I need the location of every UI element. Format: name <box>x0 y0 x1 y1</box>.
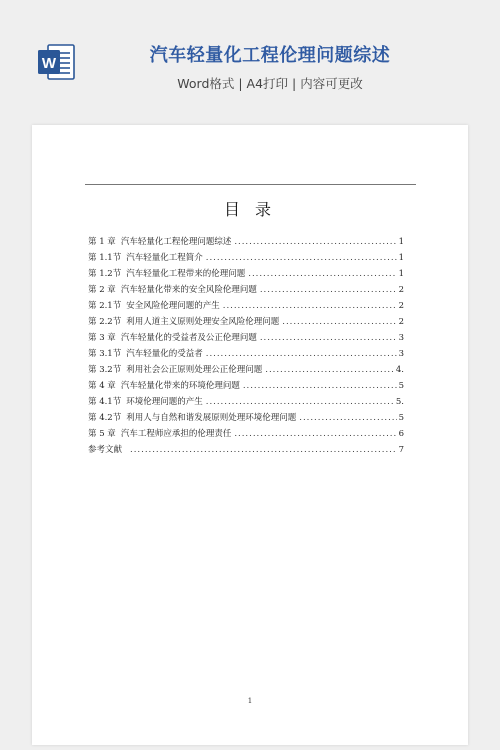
toc-entry-number: 第 3.1节 <box>88 349 122 359</box>
toc-entry-title: 环境伦理问题的产生 <box>126 397 203 407</box>
toc-leader-dots <box>223 301 397 311</box>
toc-leader-dots <box>299 413 396 423</box>
toc-entry-number: 第 3 章 <box>88 333 116 343</box>
toc-entry-title: 利用人与自然和谐发展原则处理环境伦理问题 <box>126 413 297 423</box>
toc-entry-title: 汽车工程师应承担的伦理责任 <box>120 429 232 439</box>
toc-entry <box>88 411 404 427</box>
toc-leader-dots <box>243 381 397 391</box>
toc-entry-title: 汽车轻量化带来的安全风险伦理问题 <box>120 285 257 295</box>
toc-entry-number: 第 1.2节 <box>88 269 122 279</box>
toc-leader-dots <box>260 285 397 295</box>
page-number: 1 <box>247 697 253 705</box>
toc-entry-number: 第 3.2节 <box>88 365 122 375</box>
toc-leader-dots <box>234 237 396 247</box>
page-title: 汽车轻量化工程伦理问题综述 <box>149 45 391 66</box>
toc-entry <box>88 379 404 395</box>
toc-entry <box>88 235 404 251</box>
toc-entry-page: 2 <box>398 301 404 311</box>
toc-entry <box>88 315 404 331</box>
toc-entry-page: 5 <box>398 413 404 423</box>
toc-entry-number: 第 1.1节 <box>88 253 122 263</box>
toc-entry <box>88 395 404 411</box>
toc-leader-dots <box>248 269 396 279</box>
toc-entry <box>88 347 404 363</box>
toc-entry-number: 第 4.2节 <box>88 413 122 423</box>
toc-entry-number: 第 2.1节 <box>88 301 122 311</box>
toc-entry <box>88 443 404 459</box>
toc-leader-dots <box>260 333 397 343</box>
toc-leader-dots <box>206 397 394 407</box>
toc-entry-title: 汽车轻量化工程伦理问题综述 <box>120 237 232 247</box>
toc-entry <box>88 251 404 267</box>
toc-entry-page: 6 <box>398 429 404 439</box>
table-of-contents <box>88 235 404 459</box>
toc-entry <box>88 363 404 379</box>
toc-entry <box>88 331 404 347</box>
toc-entry-number: 第 2 章 <box>88 285 116 295</box>
toc-entry <box>88 267 404 283</box>
toc-leader-dots <box>206 349 397 359</box>
toc-entry-page: 1 <box>398 237 404 247</box>
toc-entry-number: 第 4.1节 <box>88 397 122 407</box>
toc-entry-title: 利用人道主义原则处理安全风险伦理问题 <box>126 317 280 327</box>
header-rule <box>85 184 416 185</box>
toc-entry-page: 2 <box>398 317 404 327</box>
toc-entry-number: 第 5 章 <box>88 429 116 439</box>
toc-entry <box>88 299 404 315</box>
toc-entry-title: 汽车轻量化带来的环境伦理问题 <box>120 381 240 391</box>
toc-entry-page: 4. <box>395 365 404 375</box>
page-subtitle: Word格式 | A4打印 | 内容可更改 <box>177 76 363 91</box>
toc-leader-dots <box>206 253 397 263</box>
word-icon-letter: W <box>41 55 57 72</box>
toc-entry-page: 2 <box>398 285 404 295</box>
word-document-icon <box>36 42 78 82</box>
toc-entry-page: 7 <box>398 445 404 455</box>
toc-entry-title: 利用社会公正原则处理公正伦理问题 <box>126 365 263 375</box>
toc-entry-number: 第 4 章 <box>88 381 116 391</box>
toc-entry-page: 1 <box>398 269 404 279</box>
toc-leader-dots <box>282 317 396 327</box>
toc-leader-dots <box>234 429 396 439</box>
toc-entry-number: 第 2.2节 <box>88 317 122 327</box>
toc-entry-page: 1 <box>398 253 404 263</box>
toc-entry-number: 第 1 章 <box>88 237 116 247</box>
toc-leader-dots <box>130 445 397 455</box>
toc-entry-title: 安全风险伦理问题的产生 <box>126 301 220 311</box>
toc-entry-title: 汽车轻量化工程带来的伦理问题 <box>126 269 246 279</box>
toc-entry <box>88 427 404 443</box>
toc-entry-title: 汽车轻量化工程简介 <box>126 253 203 263</box>
toc-entry-page: 5 <box>398 381 404 391</box>
toc-entry-page: 3 <box>398 349 404 359</box>
toc-leader-dots <box>265 365 394 375</box>
toc-entry-number: 参考文献 <box>88 445 123 455</box>
toc-entry-page: 3 <box>398 333 404 343</box>
header <box>0 0 500 110</box>
toc-entry-title: 汽车轻量化的受益者及公正伦理问题 <box>120 333 257 343</box>
toc-entry-title: 汽车轻量化的受益者 <box>126 349 203 359</box>
document-page <box>32 125 468 745</box>
toc-entry <box>88 283 404 299</box>
toc-title: 目 录 <box>223 200 277 219</box>
toc-entry-page: 5. <box>395 397 404 407</box>
